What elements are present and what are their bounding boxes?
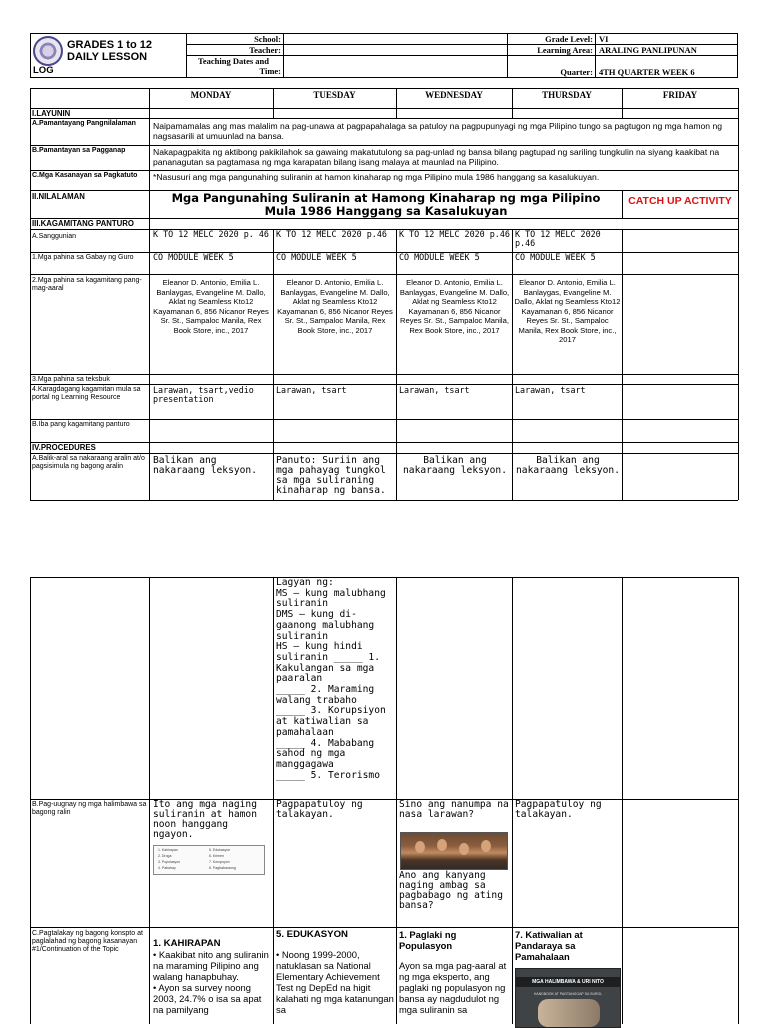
label-pamantayang: A.Pamantayang Pangnilalaman [32,120,136,127]
continuation-table [30,577,738,1024]
day-header-friday: FRIDAY [662,90,698,100]
references-wed: Eleanor D. Antonio, Emilia L. Banlaygas, Evangeline M. Dallo, Aklat ng Seamless Kto12 Kayamanan 6, 856 Nicanor Reyes Sr. St., Sampaloc Manila, Rex Book Store, inc., 2017 [399,278,510,335]
main-table [30,88,738,500]
discussion-wed-body: Ayon sa mga pag-aaral at ng mga eksperto, ang paglaki ng populasyon ng bansa ay nagdudulot ng mga suliranin sa [399,960,507,1015]
review-thu: Balikan ang nakaraang leksyon. [516,455,620,476]
discussion-mon-body: • Kaakibat nito ang suliranin na maraming Pilipino ang walang hanapbuhay. • Ayon sa survey noong 2003, 24.7% o isa sa apat na pamilyang [153,949,269,1015]
pagganap-text: Nakapagpakita ng aktibong pakikilahok sa gawaing makatutulong sa pag-unlad ng bansa bilang pagtupad ng sariling tungkulin na siyang kaakibat na pananagutan sa pagtamasa ng mga karapatan bilang isang malaya at maunlad na Pilipino. [153,147,720,167]
oath-photo [400,832,508,870]
discussion-wed-heading: 1. Paglaki ng Populasyon [399,929,457,951]
references-thu: Eleanor D. Antonio, Emilia L. Banlaygas, Evangeline M. Dallo, Aklat ng Seamless Kto12 Kayamanan 6, 856 Nicanor Reyes Sr. St., Sampaloc Manila, Rex Book Store, inc., 2017 [514,278,621,344]
discussion-wed [399,929,511,1015]
label-teksbuk: 3.Mga pahina sa teksbuk [32,376,110,383]
day-header-monday: MONDAY [190,90,232,100]
label-iba: B.Iba pang kagamitang panturo [32,421,130,428]
label-sanggunian: A.Sanggunian [32,233,76,240]
materials-mon: Larawan, tsart,vedio presentation [153,385,254,404]
materials-wed: Larawan, tsart [399,385,470,395]
label-pagtalakay: C.Pagtalakay ng bagong konspto at paglalahad ng bagong kasanayan #1/Continuation of the Topic [32,930,143,953]
header-title-log: LOG [33,65,54,76]
sanggunian-wed: K TO 12 MELC 2020 p.46 [399,229,510,239]
day-header-thursday: THURSDAY [542,90,592,100]
module-wed: CO MODULE WEEK 5 [399,252,480,262]
label-procedures: IV.PROCEDURES [32,443,96,452]
review-tue: Panuto: Suriin ang mga pahayag tungkol sa mga suliraning kinaharap ng bansa. [276,455,386,496]
kasanayan-text: *Nasusuri ang mga pangunahing suliranin at hamon kinaharap ng mga Pilipino mula 1986 hanggang sa kasalukuyan. [153,172,600,182]
sanggunian-tue: K TO 12 MELC 2020 p.46 [276,229,387,239]
module-mon: CO MODULE WEEK 5 [153,252,234,262]
label-layunin: I.LAYUNIN [32,109,71,118]
sanggunian-thu: K TO 12 MELC 2020 p.46 [515,229,601,248]
header-title: GRADES 1 to 12 DAILY LESSON [67,39,152,63]
day-header-tuesday: TUESDAY [313,90,356,100]
connect-thu: Pagpapatuloy ng talakayan. [515,799,602,820]
quarter-value: 4TH QUARTER WEEK 6 [599,67,695,77]
area-value: ARALING PANLIPUNAN [599,45,697,55]
grade-value: VI [599,34,609,44]
corruption-book-image: MGA HALIMBAWA & URI NITO HANDBOOK AT PAGTANGGAP SA SUROL [515,968,621,1028]
references-tue: Eleanor D. Antonio, Emilia L. Banlaygas, Evangeline M. Dallo, Aklat ng Seamless Kto12 Kayamanan 6, 856 Nicanor Reyes Sr. St., Sampaloc Manila, Rex Book Store, inc., 2017 [277,278,393,335]
connect-wed-followup: Ano ang kanyang naging ambag sa pagbabago ng ating bansa? [399,870,503,911]
discussion-tue-body: • Noong 1999-2000, natuklasan sa National Elementary Achievement Test ng DepEd na higit kalahati ng mga katanungan sa [276,949,394,1015]
problems-list-thumbnail [153,845,269,875]
materials-thu: Larawan, tsart [515,385,586,395]
discussion-mon [153,938,271,1015]
discussion-mon-heading: 1. KAHIRAPAN [153,938,221,949]
connect-wed-question: Sino ang nanumpa na nasa larawan? [399,799,509,820]
header-table [30,33,738,78]
nilalaman-title: Mga Pangunahing Suliranin at Hamong Kinaharap ng mga Pilipino Mula 1986 Hanggang sa Kasalukuyan [171,191,601,218]
module-thu: CO MODULE WEEK 5 [515,252,596,262]
deped-seal-icon [33,36,63,66]
review-wed: Balikan ang nakaraang leksyon. [403,455,507,476]
references-mon: Eleanor D. Antonio, Emilia L. Banlaygas, Evangeline M. Dallo, Aklat ng Seamless Kto12 Kayamanan 6, 856 Nicanor Reyes Sr. St., Sampaloc Manila, Rex Book Store, inc., 2017 [153,278,269,335]
label-kagamitan: III.KAGAMITANG PANTURO [32,219,134,228]
sanggunian-mon: K TO 12 MELC 2020 p. 46 [153,229,269,239]
discussion-tue-heading: 5. EDUKASYON [276,929,348,940]
materials-tue: Larawan, tsart [276,385,347,395]
area-label: Learning Area: [537,45,593,55]
discussion-thu-heading: 7. Katiwalian at Pandaraya sa Pamahalaan [515,929,583,962]
label-gabay: 1.Mga pahina sa Gabay ng Guro [32,254,134,261]
day-header-wednesday: WEDNESDAY [425,90,483,100]
pamantayang-text: Naipamamalas ang mas malalim na pag-unawa at pagpapahalaga sa patuloy na pagpupunyagi ng mga Pilipino tungo sa pagtugon ng mga hamon ng nagsasarili at umuunlad na bansa. [153,121,723,141]
label-pagganap: B.Pamantayan sa Pagganap [32,147,126,154]
school-label: School: [254,34,281,44]
tuesday-activity-list: Lagyan ng: MS – kung malubhang suliranin DMS – kung di-gaanong malubhang suliranin HS – kung hindi suliranin _____ 1. Kakulangan sa mga paaralan _____ 2. Maraming walang trabaho _____ 3. Korupsiyon at katiwalian sa pamahalaan _____ 4. Mababang sahod ng mga manggagawa _____ 5. Terorismo [276,577,386,781]
teacher-label: Teacher: [249,45,281,55]
module-tue: CO MODULE WEEK 5 [276,252,357,262]
catch-up-activity: CATCH UP ACTIVITY [628,195,732,207]
grade-label: Grade Level: [545,34,593,44]
dates-label: Teaching Dates and Time: [197,56,281,76]
label-kagamitang-mag-aaral: 2.Mga pahina sa kagamitang pang-mag-aaral [32,277,142,292]
discussion-thu [515,929,621,1028]
connect-mon: Ito ang mga naging suliranin at hamon noon hanggang ngayon. [153,799,257,840]
label-kasanayan: C.Mga Kasanayan sa Pagkatuto [32,172,138,179]
label-karagdagang: 4.Karagdagang kagamitan mula sa portal ng Learning Resource [32,386,141,401]
problems-list: 1. Kahirapan 5. Edukasyon 2. Droga 6. Krimen 3. Populasyon 7. Korupsyon 4. Pabahay 8. Pagbabaraong [153,845,265,875]
discussion-tue [276,929,394,1015]
review-mon: Balikan ang nakaraang leksyon. [153,455,257,476]
label-balik-aral: A.Balik-aral sa nakaraang aralin at/o pagsisimula ng bagong aralin [32,455,145,470]
label-nilalaman: II.NILALAMAN [32,192,85,201]
connect-tue: Pagpapatuloy ng talakayan. [276,799,363,820]
label-pag-uugnay: B.Pag-uugnay ng mga halimbawa sa bagong ralin [32,801,147,816]
quarter-label: Quarter: [560,67,593,77]
